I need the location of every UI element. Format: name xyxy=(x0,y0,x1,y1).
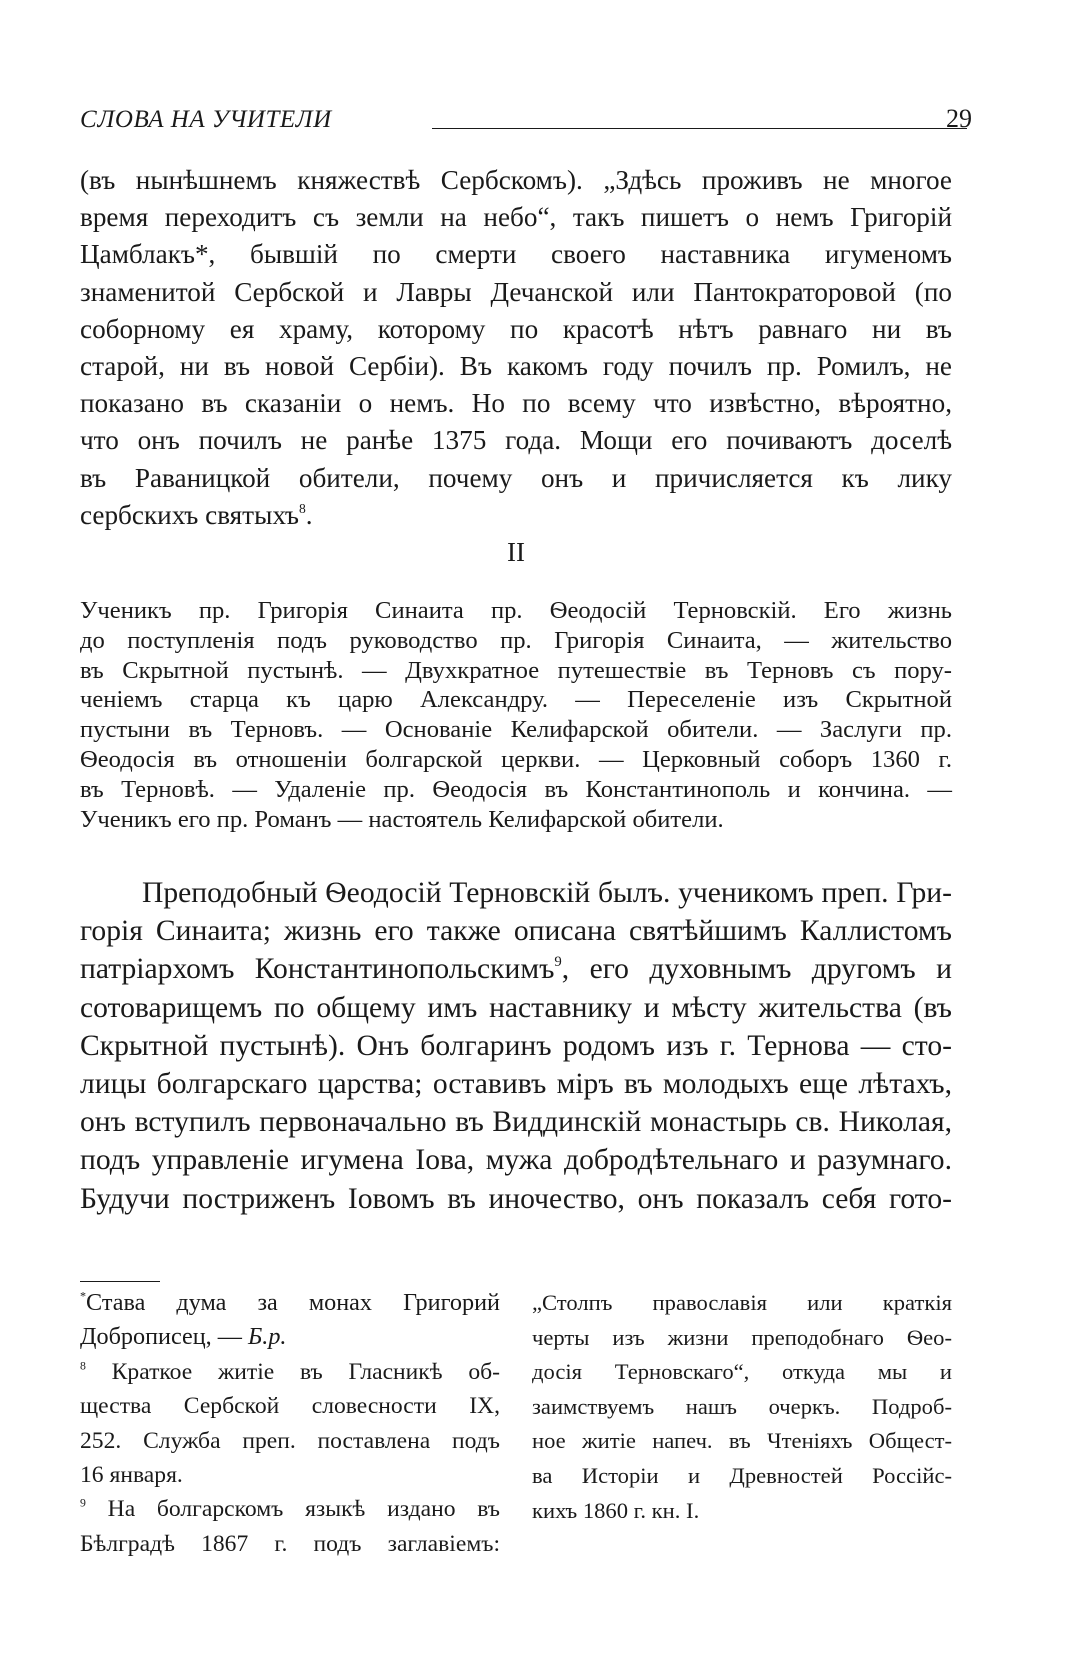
running-header xyxy=(80,100,972,140)
footnote-9-continued xyxy=(532,1286,952,1528)
text-fragment: . xyxy=(305,499,313,530)
editor-note: Б.р. xyxy=(248,1323,287,1351)
text-line: онъ вступилъ первоначально въ Виддинскій монастырь св. Николая, xyxy=(80,1106,952,1139)
footnote-line: черты изъ жизни преподобнаго Ѳео- xyxy=(532,1324,952,1350)
running-title: СЛОВА НА УЧИТЕЛИ xyxy=(80,106,332,133)
text-line: Преподобный Ѳеодосій Терновскій былъ. ученикомъ преп. Гри- xyxy=(142,877,952,909)
text-line: Скрытной пустынѣ). Онъ болгаринъ родомъ изъ г. Тернова — сто- xyxy=(80,1029,952,1062)
text-line-last xyxy=(80,497,952,534)
footnotes-right-column xyxy=(532,1286,952,1528)
text-line: что онъ почилъ не ранѣе 1375 года. Мощи его почиваютъ доселѣ xyxy=(80,425,952,456)
text-fragment: Става дума за монах Григорий xyxy=(86,1289,500,1316)
page-number: 29 xyxy=(946,104,972,133)
header-rule xyxy=(432,128,967,129)
footnotes-left-column xyxy=(80,1286,500,1561)
summary-line: Ѳеодосія въ отношеніи болгарской церкви. — Церковный соборъ 1360 г. xyxy=(80,745,952,773)
text-fragment: Краткое житіе въ Гласникѣ об- xyxy=(111,1358,500,1385)
text-line: подъ управленіе игумена Іова, мужа добродѣтельнаго и разумнаго. xyxy=(80,1144,952,1177)
footnote-line: ное житіе напеч. въ Чтеніяхъ Общест- xyxy=(532,1428,952,1454)
text-line xyxy=(80,950,952,988)
text-line: въ Раваницкой обители, почему онъ и причисляется къ лику xyxy=(80,462,952,493)
footnote-line xyxy=(80,1286,500,1320)
footnote-line: ва Исторіи и Древностей Россійс- xyxy=(532,1462,952,1488)
footnote-8 xyxy=(80,1355,500,1493)
footnote-line: кихъ 1860 г. кн. I. xyxy=(532,1497,700,1523)
footnote-line: заимствуемъ нашъ очеркъ. Подроб- xyxy=(532,1393,952,1419)
summary-line: пустыни въ Терновъ. — Основаніе Келифарской обители. — Заслуги пр. xyxy=(80,716,952,744)
footnote-ref-8: 8 xyxy=(298,500,306,516)
footnote-9 xyxy=(80,1492,500,1561)
text-fragment: сербскихъ святыхъ xyxy=(80,499,299,530)
text-fragment: патріархомъ Константинопольскимъ xyxy=(80,953,555,986)
text-line: горія Синаита; жизнь его также описана святѣйшимъ Каллистомъ xyxy=(80,915,952,948)
paragraph-2 xyxy=(80,874,952,1218)
summary-line: въ Терновѣ. — Удаленіе пр. Ѳеодосія въ Константинополь и кончина. — xyxy=(80,775,952,803)
text-line: (въ нынѣшнемъ княжествѣ Сербскомъ). „Здѣсь проживъ не многое xyxy=(80,165,952,195)
footnote-line: „Столпъ православія или краткія xyxy=(532,1290,952,1315)
footnote-line: 252. Служба преп. поставлена подъ xyxy=(80,1427,500,1454)
footnote-line: щества Сербской словесности IX, xyxy=(80,1393,500,1420)
footnote-star xyxy=(80,1286,500,1355)
summary-line: ченіемъ старца къ царю Александру. — Переселеніе изъ Скрытной xyxy=(80,686,952,714)
summary-line: въ Скрытной пустынѣ. — Двухкратное путешествіе въ Терновъ съ пору- xyxy=(80,656,952,684)
footnote-line: 16 января. xyxy=(80,1462,183,1489)
summary-line-last: Ученикъ его пр. Романъ — настоятель Келифарской обители. xyxy=(80,805,724,833)
text-line: Будучи постриженъ Іовомъ въ иночество, онъ показалъ себя гото- xyxy=(80,1182,952,1215)
footnote-line: досія Терновскаго“, откуда мы и xyxy=(532,1359,952,1385)
text-line: лицы болгарскаго царства; оставивъ міръ въ молодыхъ еще лѣтахъ, xyxy=(80,1068,952,1101)
text-line: показано въ сказаніи о немъ. Но по всему что извѣстно, вѣроятно, xyxy=(80,388,952,419)
text-line: Цамблакъ*, бывшій по смерти своего наставника игуменомъ xyxy=(80,239,952,270)
footnote-ref-9: 9 xyxy=(554,954,562,971)
text-line: время переходитъ съ земли на небо“, такъ пишетъ о немъ Григорій xyxy=(80,202,952,233)
footnote-mark-star: * xyxy=(80,1289,87,1304)
footnote-mark-8: 8 xyxy=(80,1358,86,1373)
text-fragment: На болгарскомъ языкѣ издано въ xyxy=(107,1496,501,1523)
text-line: старой, ни въ новой Сербіи). Въ какомъ году почилъ пр. Ромилъ, не xyxy=(80,351,952,382)
footnote-rule xyxy=(80,1281,160,1282)
footnote-mark-9: 9 xyxy=(80,1496,86,1510)
paragraph-1 xyxy=(80,162,952,534)
footnote-line xyxy=(80,1320,500,1354)
summary-line: до поступленія подъ руководство пр. Григорія Синаита, — жительство xyxy=(80,626,952,654)
text-line: сотоварищемъ по общему имъ наставнику и мѣсту жительства (въ xyxy=(80,991,952,1024)
footnote-line xyxy=(80,1492,500,1526)
footnote-line xyxy=(80,1355,500,1389)
text-fragment: , его духовнымъ другомъ и xyxy=(561,953,952,986)
text-line: знаменитой Сербской и Лавры Дечанской или Пантократоровой (по xyxy=(80,276,952,307)
chapter-summary xyxy=(80,596,952,834)
footnote-line: Бѣлградѣ 1867 г. подъ заглавіемъ: xyxy=(80,1530,500,1557)
section-heading: II xyxy=(507,537,525,567)
text-fragment: Доброписец, — xyxy=(80,1323,249,1351)
text-line: соборному ея храму, которому по красотѣ нѣтъ равнаго ни въ xyxy=(80,313,952,344)
summary-line: Ученикъ пр. Григорія Синаита пр. Ѳеодосій Терновскій. Его жизнь xyxy=(80,597,952,624)
